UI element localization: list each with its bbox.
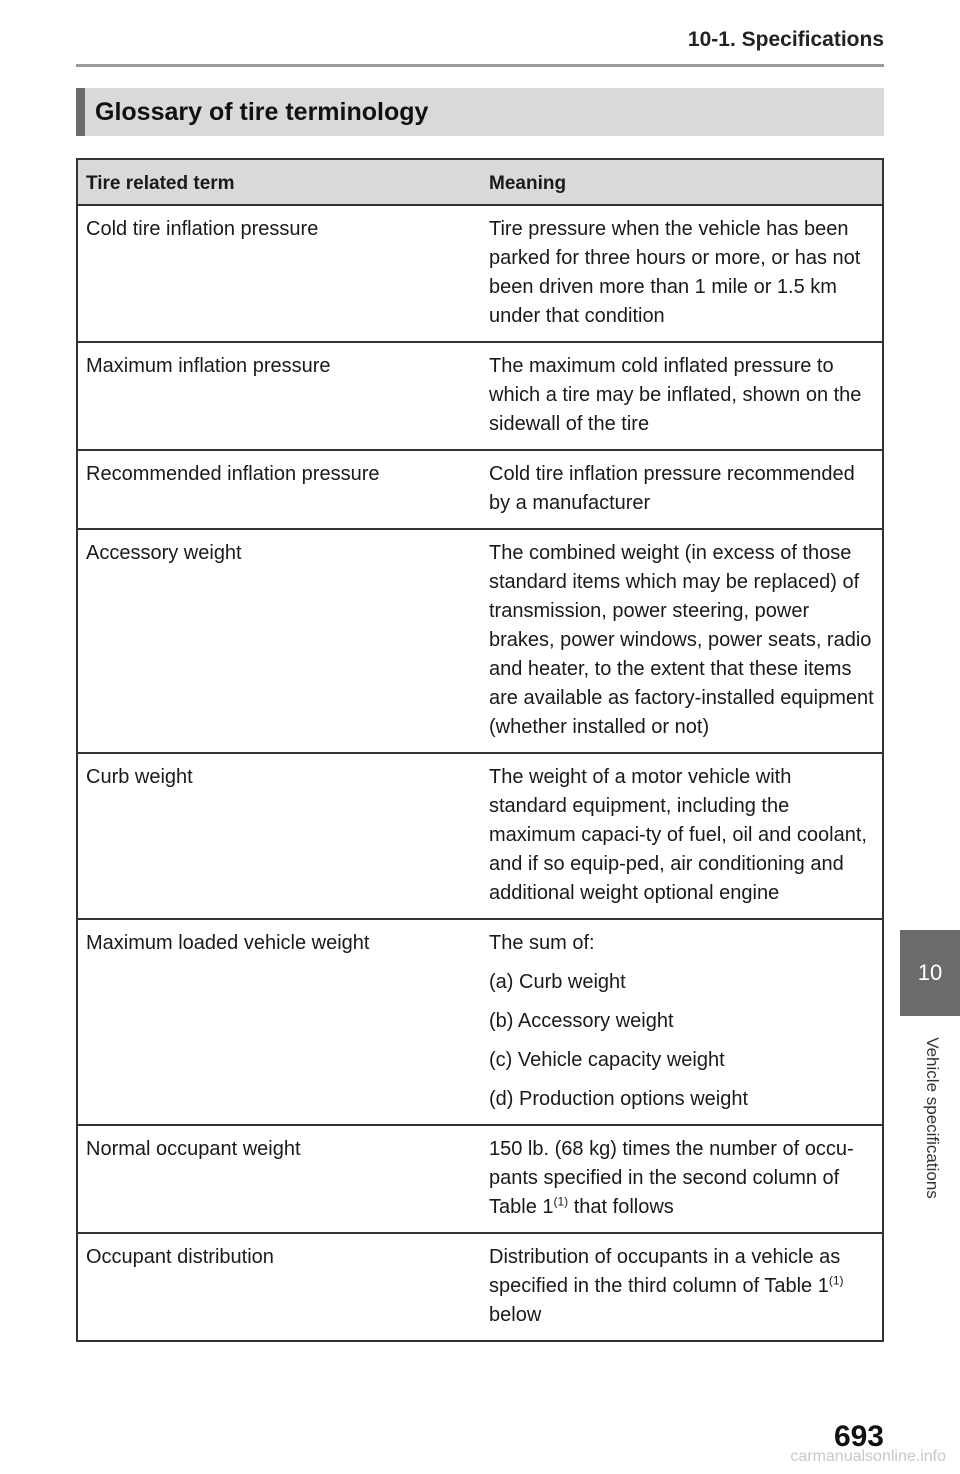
table-row	[77, 753, 883, 919]
table-header-row	[77, 159, 883, 205]
table-row	[77, 1233, 883, 1341]
chapter-tab-label: Vehicle specifications	[923, 1037, 942, 1199]
term-cell: Maximum loaded vehicle weight	[77, 919, 481, 1125]
table-row	[77, 1125, 883, 1233]
table-row	[77, 205, 883, 342]
table-row	[77, 919, 883, 1125]
term-cell: Cold tire inflation pressure	[77, 205, 481, 342]
meaning-text: The weight of a motor vehicle with standard equipment, including the maximum capaci-ty of fuel, oil and coolant, and if so equip-ped, air conditioning and additional weight optional engine	[489, 766, 867, 904]
table-row	[77, 342, 883, 450]
meaning-text: The sum of:	[489, 932, 595, 954]
meaning-text: The combined weight (in excess of those standard items which may be replaced) of transmission, power steering, power brakes, power windows, power seats, radio and heater, to the extent that these items are available as factory-installed equipment (whether installed or not)	[489, 542, 874, 738]
section-header-bar	[76, 88, 884, 136]
table-row	[77, 529, 883, 753]
meaning-text: (d) Production options weight	[489, 1088, 749, 1110]
meaning-tail: below	[489, 1304, 542, 1326]
chapter-tab[interactable]	[900, 930, 960, 1016]
column-header-term: Tire related term	[77, 159, 481, 205]
meaning-text: (b) Accessory weight	[489, 1010, 674, 1032]
meaning-text-with-footnote	[489, 1135, 874, 1222]
footnote-marker: (1)	[553, 1194, 569, 1209]
term-cell: Maximum inflation pressure	[77, 342, 481, 450]
watermark: carmanualsonline.info	[790, 1448, 946, 1465]
chapter-heading: 10-1. Specifications	[687, 28, 884, 51]
meaning-text: Tire pressure when the vehicle has been parked for three hours or more, or has not been driven more than 1 mile or 1.5 km under that condition	[489, 218, 861, 327]
meaning-text: 150 lb. (68 kg) times the number of occu-pants specified in the second column of Table 1	[489, 1138, 854, 1218]
term-cell: Normal occupant weight	[77, 1125, 481, 1233]
meaning-text-with-footnote	[489, 1243, 874, 1330]
table-row	[77, 450, 883, 529]
footnote-marker: (1)	[828, 1273, 844, 1288]
meaning-cell	[481, 753, 883, 919]
term-cell: Recommended inflation pressure	[77, 450, 481, 529]
meaning-cell	[481, 919, 883, 1125]
meaning-cell	[481, 205, 883, 342]
meaning-text: Distribution of occupants in a vehicle as specified in the third column of Table 1	[489, 1246, 841, 1297]
page-number: 693	[833, 1420, 884, 1453]
meaning-cell	[481, 1233, 883, 1341]
meaning-cell	[481, 450, 883, 529]
header-divider	[76, 64, 884, 67]
term-cell: Curb weight	[77, 753, 481, 919]
term-cell: Occupant distribution	[77, 1233, 481, 1341]
column-header-meaning: Meaning	[481, 159, 883, 205]
section-title: Glossary of tire terminology	[95, 98, 429, 126]
meaning-cell	[481, 529, 883, 753]
meaning-text: The maximum cold inflated pressure to which a tire may be inflated, shown on the sidewall of the tire	[489, 355, 862, 435]
meaning-text: (c) Vehicle capacity weight	[489, 1049, 725, 1071]
meaning-text: Cold tire inflation pressure recommended by a manufacturer	[489, 463, 855, 514]
term-cell: Accessory weight	[77, 529, 481, 753]
chapter-tab-number: 10	[917, 960, 943, 985]
meaning-text: (a) Curb weight	[489, 971, 626, 993]
meaning-tail: that follows	[568, 1196, 674, 1218]
meaning-cell	[481, 1125, 883, 1233]
meaning-cell	[481, 342, 883, 450]
tire-terminology-table	[76, 158, 884, 1342]
